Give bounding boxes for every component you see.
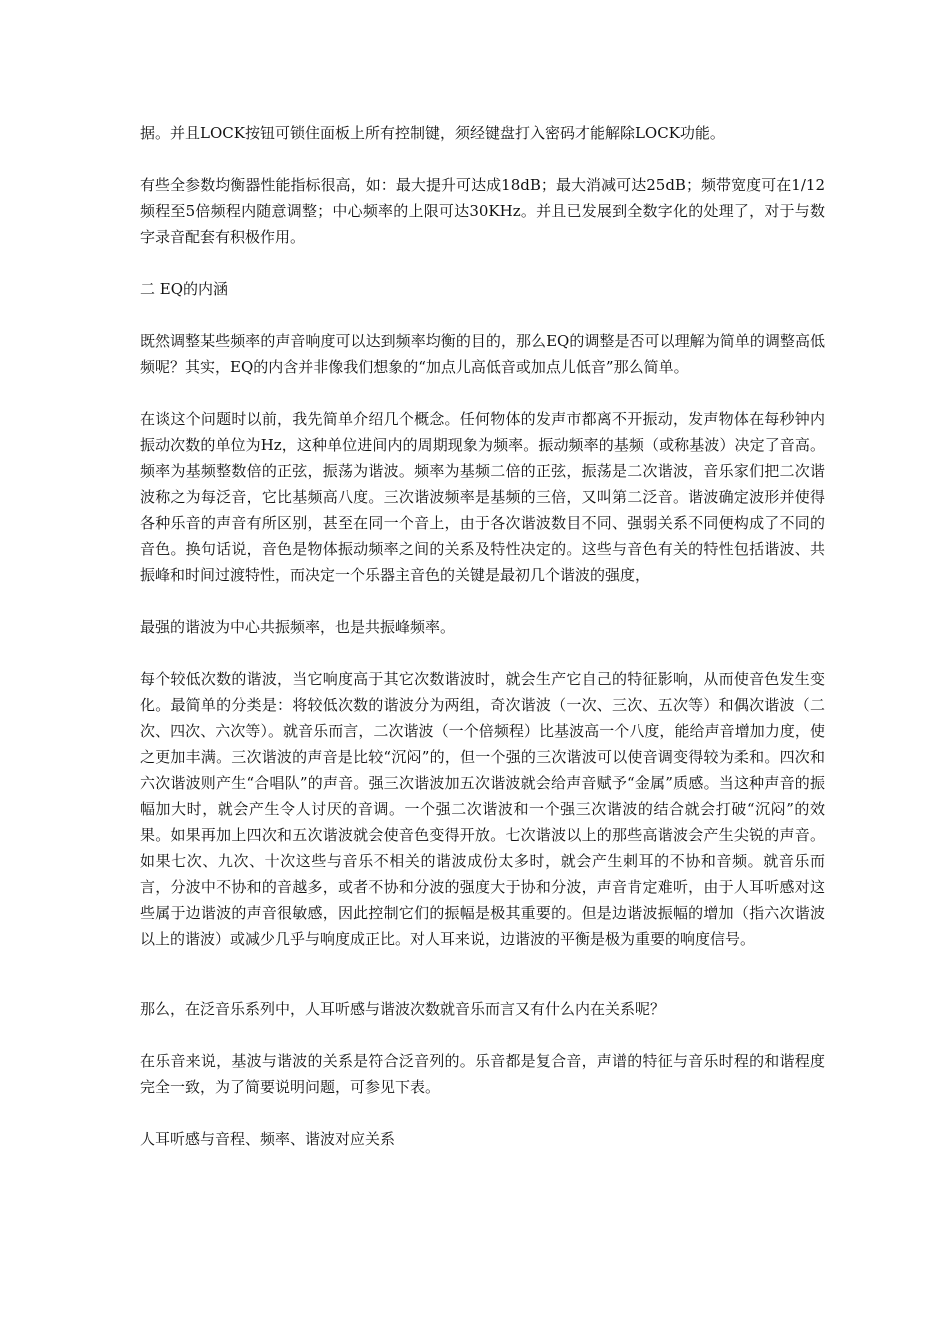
paragraph-spacer: [140, 1100, 825, 1126]
paragraph-spacer: [140, 952, 825, 996]
paragraph-spacer: [140, 1022, 825, 1048]
table-caption: 人耳听感与音程、频率、谐波对应关系: [140, 1130, 396, 1148]
paragraph-spacer: [140, 588, 825, 614]
paragraph-overtone-series: 在乐音来说，基波与谐波的关系是符合泛音列的。乐音都是复合音，声谱的特征与音乐时程的和谐程度完全一致，为了简要说明问题，可参见下表。: [140, 1052, 825, 1096]
paragraph-spacer: [140, 302, 825, 328]
paragraph-spacer: [140, 380, 825, 406]
document-body: [140, 120, 825, 1152]
paragraph-eq-specs: 有些全参数均衡器性能指标很高，如：最大提升可达成18dB；最大消减可达25dB；频带宽度可在1/12频程至5倍频程内随意调整；中心频率的上限可达30KHz。并且已发展到全数字化的处理了，对于与数字录音配套有积极作用。: [140, 176, 825, 246]
paragraph-spacer: [140, 146, 825, 172]
paragraph-eq-question: 既然调整某些频率的声音响度可以达到频率均衡的目的，那么EQ的调整是否可以理解为简单的调整高低频呢？其实，EQ的内含并非像我们想象的“加点儿高低音或加点儿低音”那么简单。: [140, 332, 825, 376]
section-heading-eq-meaning: 二 EQ的内涵: [140, 280, 229, 298]
paragraph-resonance: 最强的谐波为中心共振频率，也是共振峰频率。: [140, 618, 456, 636]
paragraph-harmonics: 每个较低次数的谐波，当它响度高于其它次数谐波时，就会生产它自己的特征影响，从而使音色发生变化。最简单的分类是：将较低次数的谐波分为两组，奇次谐波（一次、三次、五次等）和偶次谐波（二次、四次、六次等）。就音乐而言，二次谐波（一个倍频程）比基波高一个八度，能给声音增加力度，使之更加丰满。三次谐波的声音是比较“沉闷”的，但一个强的三次谐波可以使音调变得较为柔和。四次和六次谐波则产生“合唱队”的声音。强三次谐波加五次谐波就会给声音赋予“金属”质感。当这种声音的振幅加大时，就会产生令人讨厌的音调。一个强二次谐波和一个强三次谐波的结合就会打破“沉闷”的效果。如果再加上四次和五次谐波就会使音色变得开放。七次谐波以上的那些高谐波会产生尖锐的声音。如果七次、九次、十次这些与音乐不相关的谐波成份太多时，就会产生刺耳的不协和音频。就音乐而言，分波中不协和的音越多，或者不协和分波的强度大于协和分波，声音肯定难听，由于人耳听感对这些属于边谐波的声音很敏感，因此控制它们的振幅是极其重要的。但是边谐波振幅的增加（指六次谐波以上的谐波）或减少几乎与响度成正比。对人耳来说，边谐波的平衡是极为重要的响度信号。: [140, 670, 825, 948]
paragraph-lock-function: 据。并且LOCK按钮可锁住面板上所有控制键，须经键盘打入密码才能解除LOCK功能。: [140, 124, 725, 142]
paragraph-hearing-question: 那么，在泛音乐系列中，人耳听感与谐波次数就音乐而言又有什么内在关系呢？: [140, 1000, 666, 1018]
paragraph-spacer: [140, 250, 825, 276]
paragraph-frequency-concepts: 在谈这个问题时以前，我先简单介绍几个概念。任何物体的发声市都离不开振动，发声物体在每秒钟内振动次数的单位为Hz，这种单位进间内的周期现象为频率。振动频率的基频（或称基波）决定了音高。频率为基频整数倍的正弦，振荡为谐波。频率为基频二倍的正弦，振荡是二次谐波，音乐家们把二次谐波称之为每泛音，它比基频高八度。三次谐波频率是基频的三倍，又叫第二泛音。谐波确定波形并使得各种乐音的声音有所区别，甚至在同一个音上，由于各次谐波数目不同、强弱关系不同便构成了不同的音色。换句话说，音色是物体振动频率之间的关系及特性决定的。这些与音色有关的特性包括谐波、共振峰和时间过渡特性，而决定一个乐器主音色的关键是最初几个谐波的强度，: [140, 410, 825, 584]
paragraph-spacer: [140, 640, 825, 666]
